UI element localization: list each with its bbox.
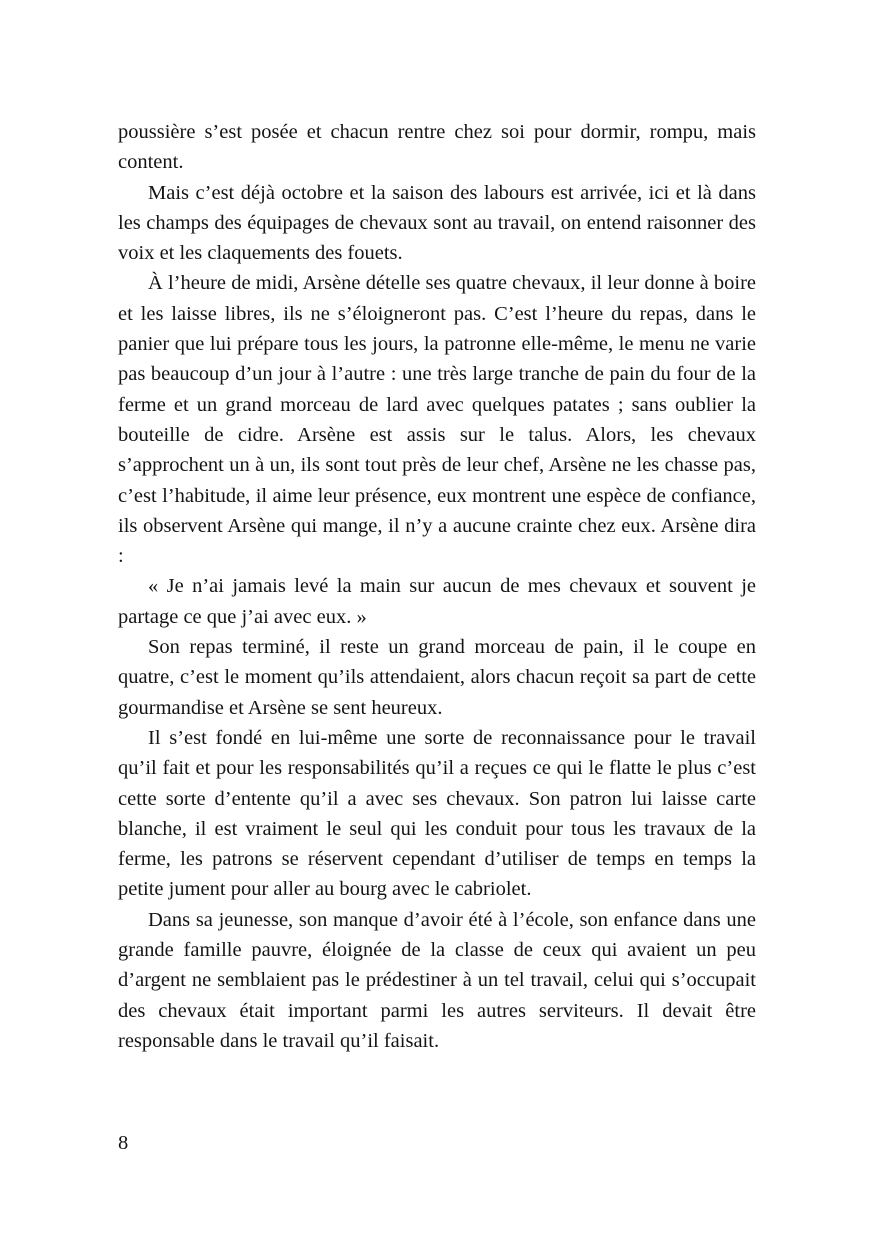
page-number: 8 — [118, 1132, 129, 1154]
paragraph: poussière s’est posée et chacun rentre chez soi pour dormir, rompu, mais content. — [118, 121, 756, 174]
body-text — [118, 117, 756, 1056]
paragraph: Dans sa jeunesse, son manque d’avoir été à l’école, son enfance dans une grande famille pauvre, éloignée de la classe de ceux qui avaient un peu d’argent ne semblaient pas le prédestiner à un tel travail, celui qui s’occupait des chevaux était important parmi les autres serviteurs. Il devait être responsable dans le travail qu’il faisait. — [118, 908, 756, 1052]
paragraph: Mais c’est déjà octobre et la saison des labours est arrivée, ici et là dans les champs des équipages de chevaux sont au travail, on entend raisonner des voix et les claquements des fouets. — [118, 181, 756, 265]
paragraph: Il s’est fondé en lui-même une sorte de reconnaissance pour le travail qu’il fait et pour les responsabilités qu’il a reçues ce qui le flatte le plus c’est cette sorte d’entente qu’il a avec ses chevaux. Son patron lui laisse carte blanche, il est vraiment le seul qui les conduit pour tous les travaux de la ferme, les patrons se réservent cependant d’utiliser de temps en temps la petite jument pour aller au bourg avec le cabriolet. — [118, 726, 756, 901]
paragraph: À l’heure de midi, Arsène dételle ses quatre chevaux, il leur donne à boire et les laisse libres, ils ne s’éloigneront pas. C’est l’heure du repas, dans le panier que lui prépare tous les jours, la patronne elle-même, le menu ne varie pas beaucoup d’un jour à l’autre : une très large tranche de pain du four de la ferme et un grand morceau de lard avec quelques patates ; sans oublier la bouteille de cidre. Arsène est assis sur le talus. Alors, les chevaux s’approchent un à un, ils sont tout près de leur chef, Arsène ne les chasse pas, c’est l’habitude, il aime leur présence, eux montrent une espèce de confiance, ils observent Arsène qui mange, il n’y a aucune crainte chez eux. Arsène dira : — [118, 272, 756, 568]
paragraph: Son repas terminé, il reste un grand morceau de pain, il le coupe en quatre, c’est le moment qu’ils attendaient, alors chacun reçoit sa part de cette gourmandise et Arsène se sent heureux. — [118, 636, 756, 719]
paragraph: « Je n’ai jamais levé la main sur aucun de mes chevaux et souvent je partage ce que j’ai avec eux. » — [118, 575, 756, 628]
